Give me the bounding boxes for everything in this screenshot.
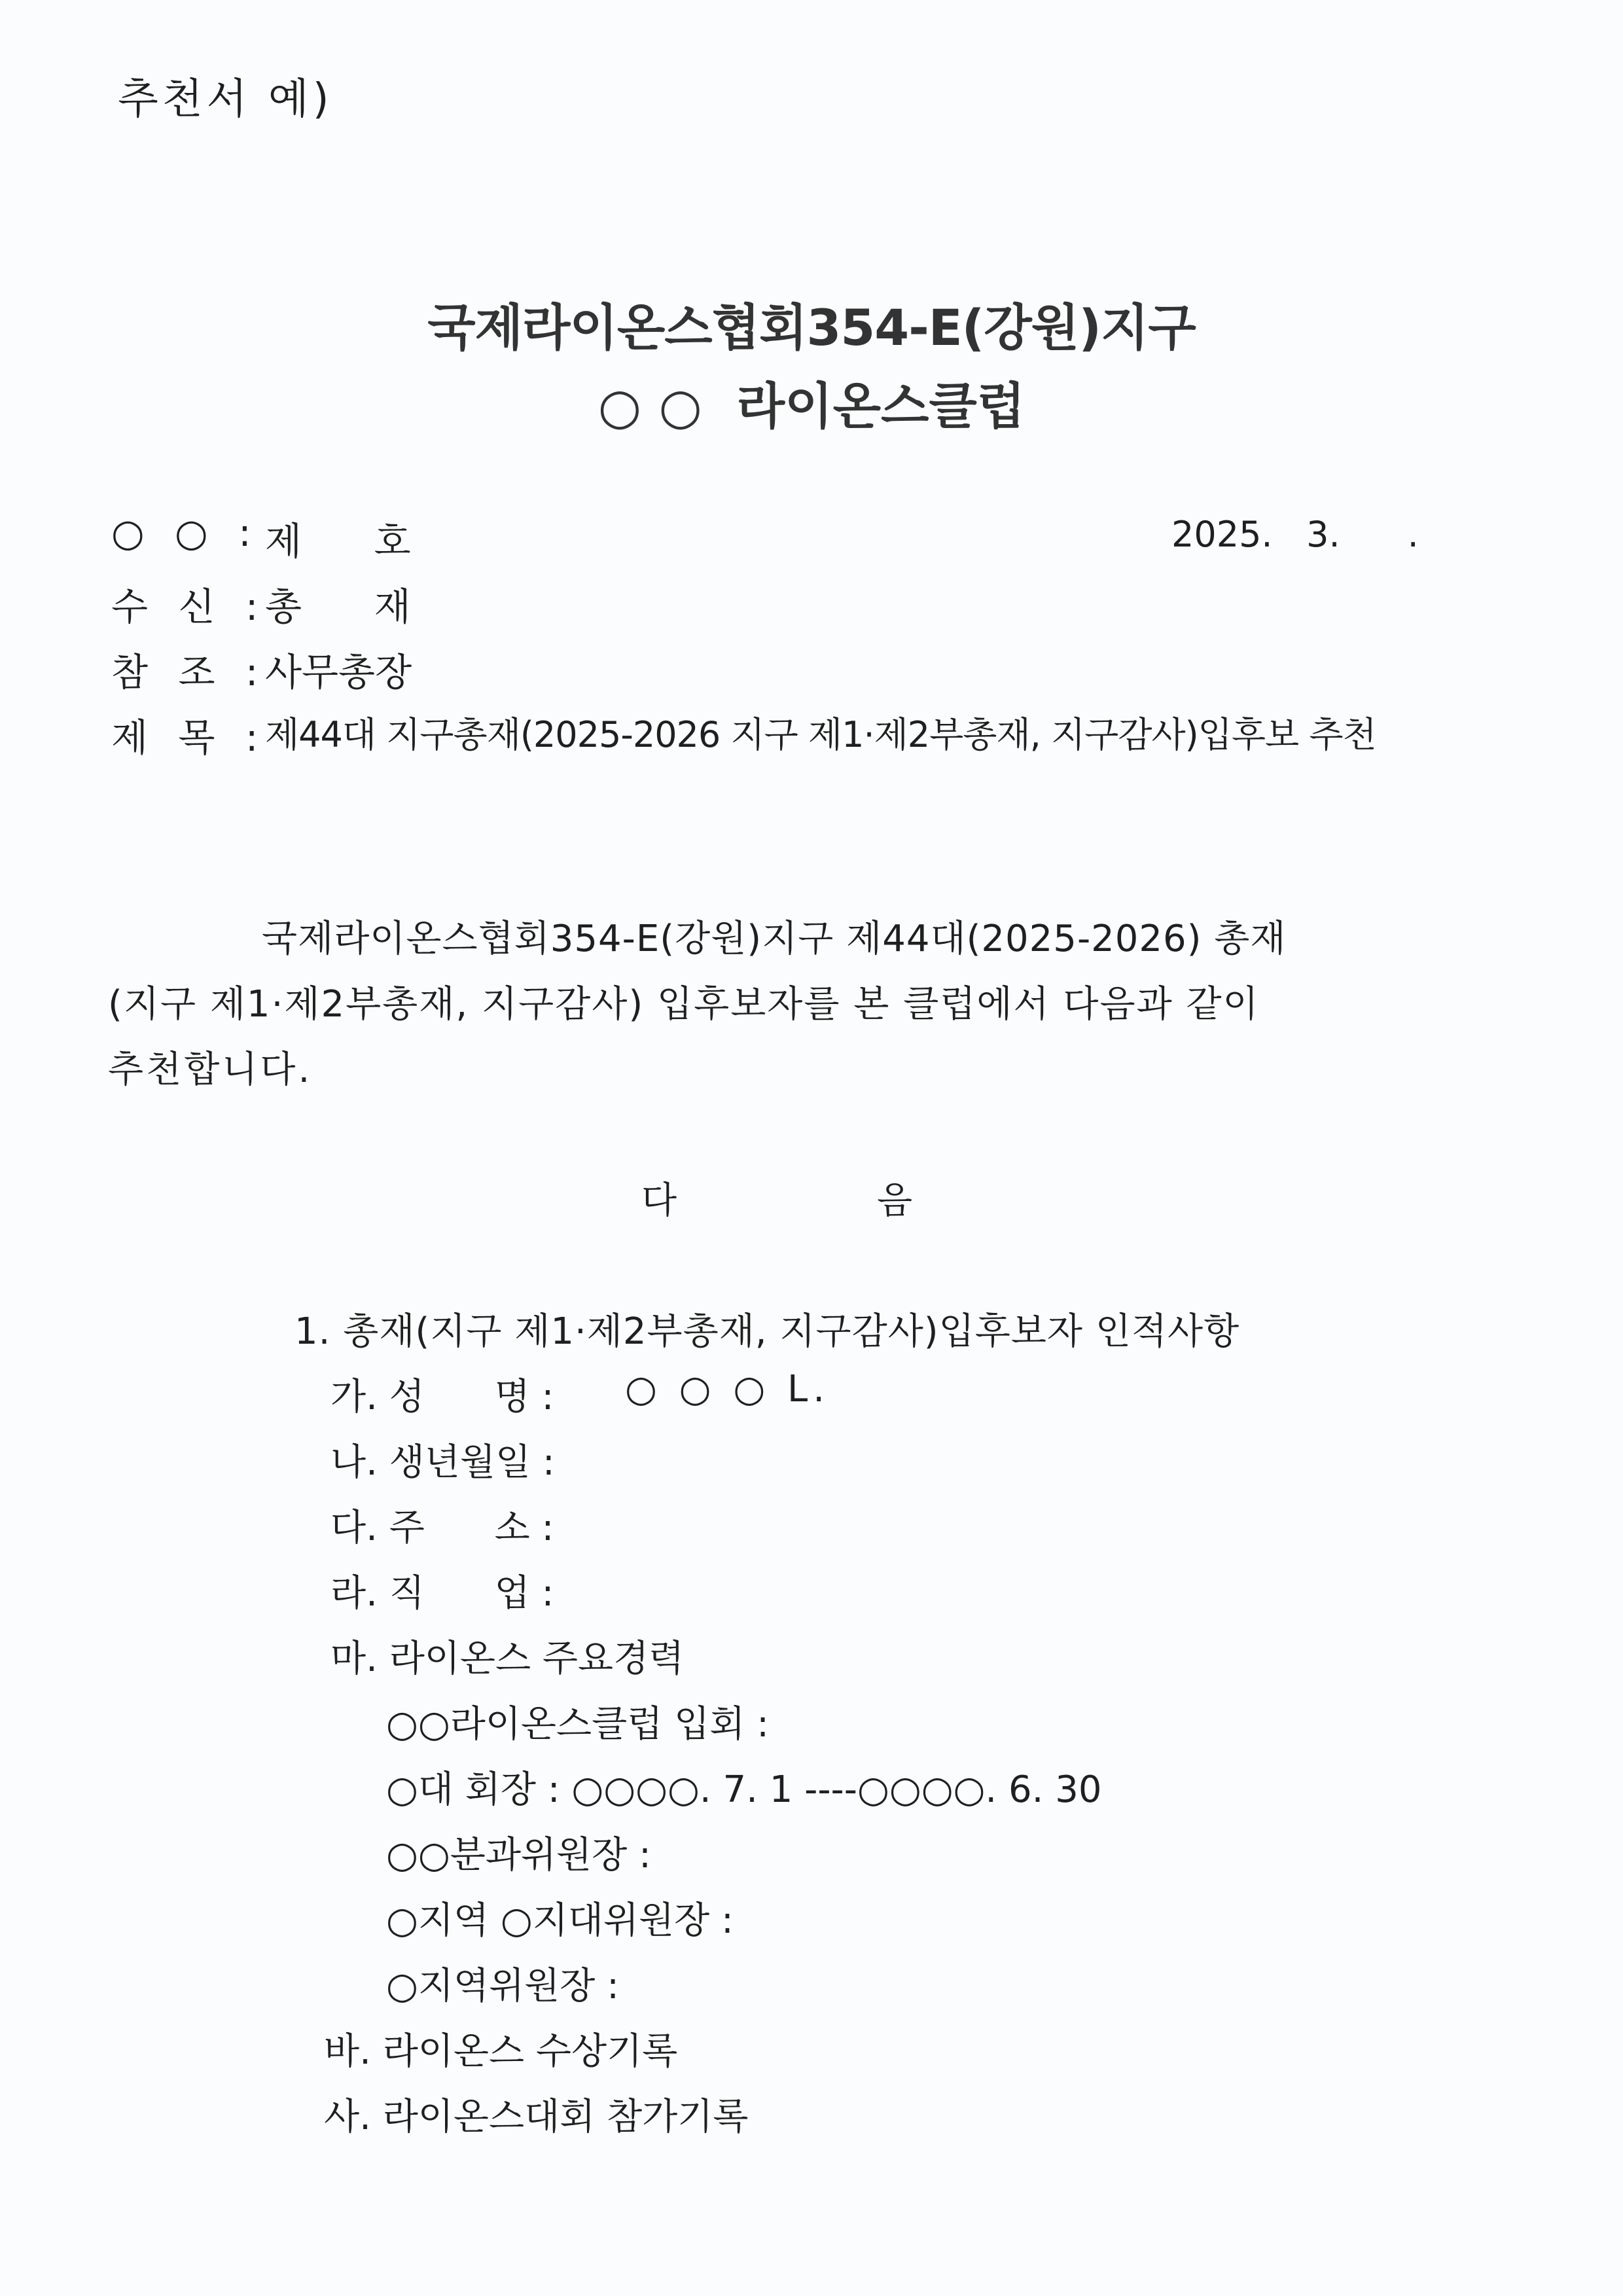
body-line: (지구 제1·제2부총재, 지구감사) 입후보자를 본 클럽에서 다음과 같이 xyxy=(108,983,1260,1026)
header-key-recipient: 수 신 : xyxy=(111,584,268,629)
item-conventions-label: 사. 라이온스대회 참가기록 xyxy=(324,2096,749,2138)
item-name-label: 가. 성 명 : xyxy=(330,1376,554,1418)
header-value-recipient: 총 재 xyxy=(265,584,411,629)
header-key-reference: 참 조 : xyxy=(111,650,268,694)
body-line: 추천합니다. xyxy=(108,1049,313,1091)
career-entry: ○지역위원장 : xyxy=(386,1965,620,2007)
header-value-number: 제 호 xyxy=(265,519,411,564)
career-entry: ○지역 ○지대위원장 : xyxy=(386,1899,734,1942)
document-date: 2025. 3. . xyxy=(1171,514,1419,555)
career-entry: ○대 회장 : ○○○○. 7. 1 ----○○○○. 6. 30 xyxy=(386,1768,1102,1811)
document-caption: 추천서 예) xyxy=(118,75,333,124)
item-address-label: 다. 주 소 : xyxy=(330,1507,554,1549)
item-occupation-label: 라. 직 업 : xyxy=(330,1572,554,1615)
header-key-subject: 제 목 : xyxy=(111,715,268,760)
item-birthdate-label: 나. 생년월일 : xyxy=(330,1441,555,1484)
career-entry: ○○분과위원장 : xyxy=(386,1834,651,1876)
career-entry: ○○라이온스클럽 입회 : xyxy=(386,1703,769,1746)
body-line: 국제라이온스협회354-E(강원)지구 제44대(2025-2026) 총재 xyxy=(262,918,1287,960)
heading-left: 다 xyxy=(641,1179,677,1222)
organization-title: 국제라이온스협회354-E(강원)지구 xyxy=(427,298,1196,357)
item-awards-label: 바. 라이온스 수상기록 xyxy=(324,2030,678,2073)
header-key-number: ○ ○ : xyxy=(111,511,260,555)
header-value-subject: 제44대 지구총재(2025-2026 지구 제1·제2부총재, 지구감사)입후보 추천 xyxy=(265,714,1376,755)
item-career-label: 마. 라이온스 주요경력 xyxy=(330,1638,685,1680)
item-name-value: ○ ○ ○ L. xyxy=(625,1368,830,1410)
section-title: 1. 총재(지구 제1·제2부총재, 지구감사)입후보자 인적사항 xyxy=(294,1310,1240,1353)
club-title: ○ ○ 라이온스클럽 xyxy=(597,377,1026,435)
heading-right: 음 xyxy=(877,1179,913,1222)
header-value-reference: 사무총장 xyxy=(265,650,412,694)
